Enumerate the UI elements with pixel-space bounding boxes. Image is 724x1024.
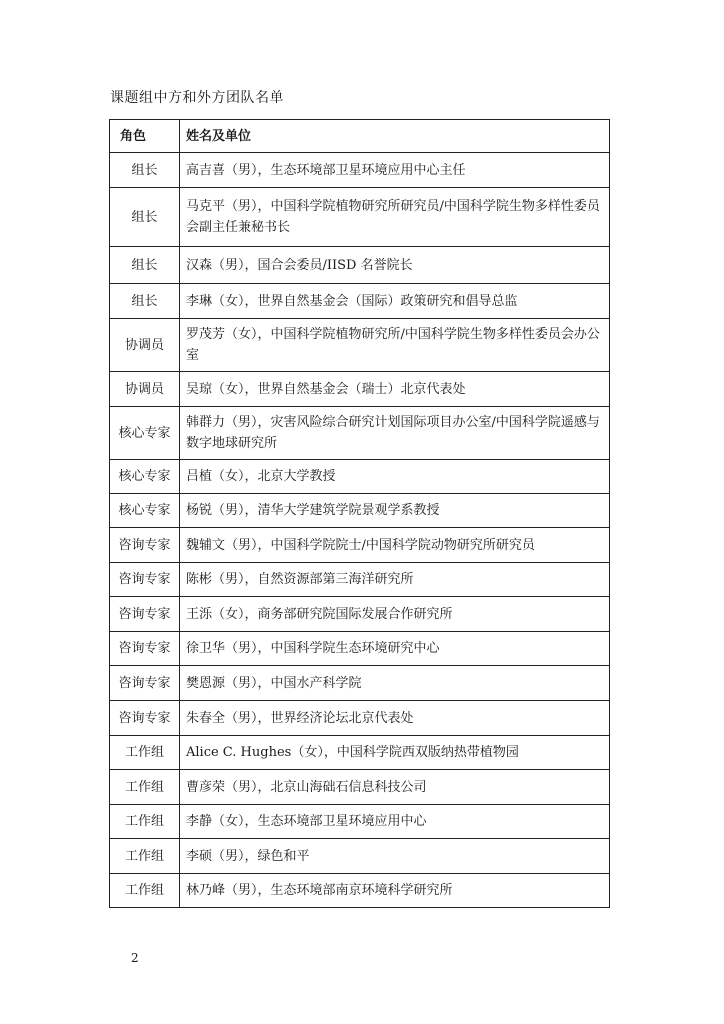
table-row <box>110 839 610 874</box>
name-unit-cell: 陈彬（男），自然资源部第三海洋研究所 <box>180 563 610 597</box>
name-unit-cell: 李硕（男），绿色和平 <box>180 839 610 874</box>
role-cell: 咨询专家 <box>110 563 180 597</box>
table-row <box>110 597 610 632</box>
role-cell: 咨询专家 <box>110 597 180 632</box>
role-cell: 组长 <box>110 247 180 284</box>
table-row <box>110 460 610 494</box>
role-cell: 咨询专家 <box>110 666 180 701</box>
table-row <box>110 770 610 805</box>
name-unit-cell: 吕植（女），北京大学教授 <box>180 460 610 494</box>
team-roster-table <box>109 119 610 908</box>
name-unit-cell: 高吉喜（男），生态环境部卫星环境应用中心主任 <box>180 153 610 188</box>
role-cell: 协调员 <box>110 319 180 372</box>
table-header-row <box>110 120 610 153</box>
name-unit-cell: 韩群力（男），灾害风险综合研究计划国际项目办公室/中国科学院遥感与数字地球研究所 <box>180 407 610 460</box>
role-cell: 核心专家 <box>110 460 180 494</box>
role-cell: 核心专家 <box>110 407 180 460</box>
name-unit-cell: 徐卫华（男），中国科学院生态环境研究中心 <box>180 632 610 666</box>
table-row <box>110 736 610 770</box>
name-unit-cell: 杨锐（男），清华大学建筑学院景观学系教授 <box>180 494 610 528</box>
role-cell: 协调员 <box>110 372 180 407</box>
header-role: 角色 <box>110 120 180 153</box>
header-name-unit: 姓名及单位 <box>180 120 610 153</box>
table-row <box>110 666 610 701</box>
name-unit-cell: 魏辅文（男），中国科学院院士/中国科学院动物研究所研究员 <box>180 528 610 563</box>
name-unit-cell: 李琳（女），世界自然基金会（国际）政策研究和倡导总监 <box>180 284 610 319</box>
page-number: 2 <box>131 951 139 965</box>
name-unit-cell: 曹彦荣（男），北京山海础石信息科技公司 <box>180 770 610 805</box>
role-cell: 工作组 <box>110 839 180 874</box>
table-row <box>110 319 610 372</box>
name-unit-cell: 樊恩源（男），中国水产科学院 <box>180 666 610 701</box>
role-cell: 咨询专家 <box>110 632 180 666</box>
name-unit-cell: 罗茂芳（女），中国科学院植物研究所/中国科学院生物多样性委员会办公室 <box>180 319 610 372</box>
role-cell: 咨询专家 <box>110 701 180 736</box>
table-row <box>110 563 610 597</box>
table-row <box>110 874 610 908</box>
name-unit-cell: 汉森（男），国合会委员/IISD 名誉院长 <box>180 247 610 284</box>
role-cell: 工作组 <box>110 874 180 908</box>
name-unit-cell: 李静（女），生态环境部卫星环境应用中心 <box>180 805 610 839</box>
table-row <box>110 632 610 666</box>
table-row <box>110 494 610 528</box>
role-cell: 组长 <box>110 284 180 319</box>
table-row <box>110 153 610 188</box>
role-cell: 核心专家 <box>110 494 180 528</box>
table-row <box>110 247 610 284</box>
table-caption: 课题组中方和外方团队名单 <box>110 90 284 106</box>
role-cell: 工作组 <box>110 805 180 839</box>
role-cell: 组长 <box>110 188 180 247</box>
table-row <box>110 701 610 736</box>
name-unit-cell: 朱春全（男），世界经济论坛北京代表处 <box>180 701 610 736</box>
role-cell: 咨询专家 <box>110 528 180 563</box>
table-row <box>110 284 610 319</box>
role-cell: 工作组 <box>110 736 180 770</box>
table-row <box>110 407 610 460</box>
role-cell: 组长 <box>110 153 180 188</box>
role-cell: 工作组 <box>110 770 180 805</box>
name-unit-cell: Alice C. Hughes（女），中国科学院西双版纳热带植物园 <box>180 736 610 770</box>
table-row <box>110 805 610 839</box>
table-row <box>110 528 610 563</box>
table-row <box>110 188 610 247</box>
name-unit-cell: 王泺（女），商务部研究院国际发展合作研究所 <box>180 597 610 632</box>
table-row <box>110 372 610 407</box>
name-unit-cell: 林乃峰（男），生态环境部南京环境科学研究所 <box>180 874 610 908</box>
name-unit-cell: 吴琼（女），世界自然基金会（瑞士）北京代表处 <box>180 372 610 407</box>
name-unit-cell: 马克平（男），中国科学院植物研究所研究员/中国科学院生物多样性委员会副主任兼秘书长 <box>180 188 610 247</box>
